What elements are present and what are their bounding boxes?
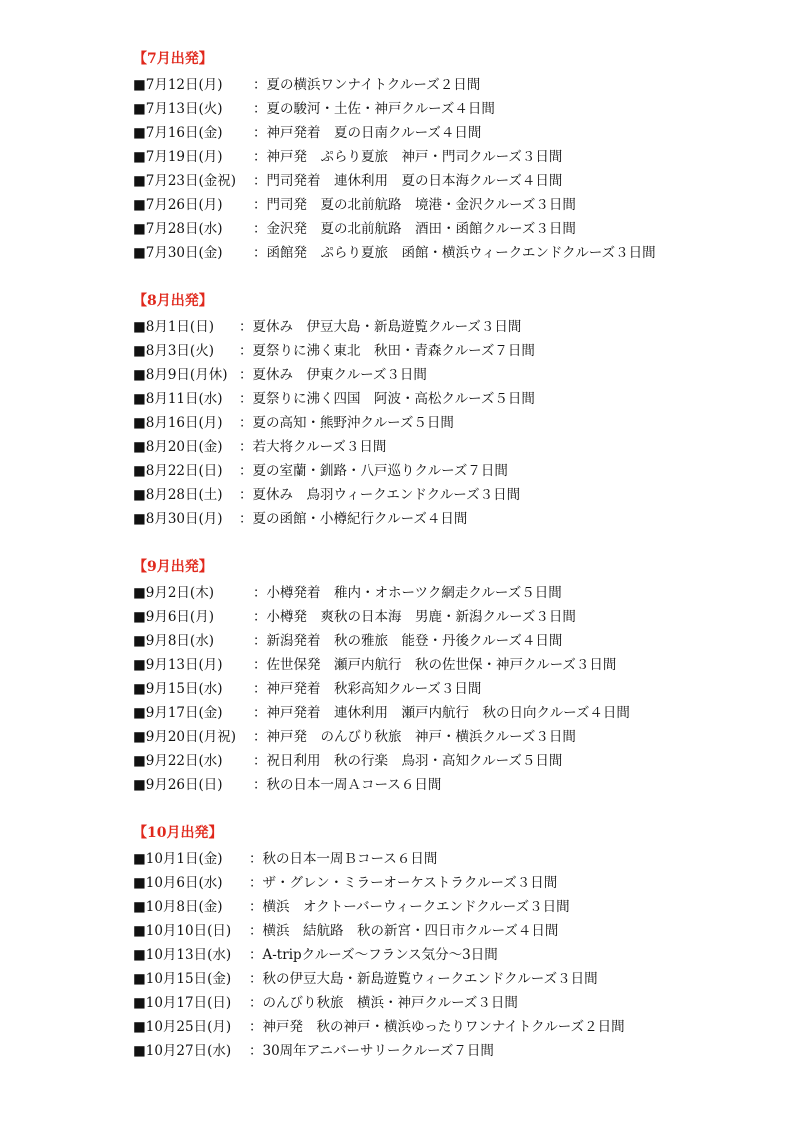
schedule-entry [133, 484, 521, 506]
entry-date: ■7月30日(金) [133, 245, 223, 261]
entry-date: ■10月1日(金) [133, 851, 223, 867]
entry-date: ■8月22日(日) [133, 463, 223, 479]
entry-description: ：門司発着 連休利用 夏の日本海クルーズ４日間 [253, 173, 563, 189]
entry-date: ■10月6日(水) [133, 875, 223, 891]
entry-description: ：夏の函館・小樽紀行クルーズ４日間 [239, 511, 468, 527]
entry-date: ■8月9日(月休) [133, 367, 228, 383]
entry-date: ■7月28日(水) [133, 221, 223, 237]
entry-date: ■8月20日(金) [133, 439, 223, 455]
entry-description: ：夏の高知・熊野沖クルーズ５日間 [239, 415, 454, 431]
schedule-entry [133, 460, 508, 482]
schedule-entry [133, 1016, 625, 1038]
entry-date: ■7月16日(金) [133, 125, 223, 141]
section-heading-october: 【10月出発】 [133, 825, 223, 841]
entry-description: ：若大将クルーズ３日間 [239, 439, 387, 455]
entry-date: ■9月22日(水) [133, 753, 223, 769]
schedule-entry [133, 872, 558, 894]
schedule-entry [133, 316, 522, 338]
entry-date: ■8月1日(日) [133, 319, 214, 335]
entry-date: ■10月17日(日) [133, 995, 232, 1011]
entry-description: ：夏の室蘭・釧路・八戸巡りクルーズ７日間 [239, 463, 508, 479]
entry-description: ：ザ・グレン・ミラーオーケストラクルーズ３日間 [249, 875, 558, 891]
schedule-entry [133, 678, 482, 700]
entry-description: ：神戸発着 夏の日南クルーズ４日間 [253, 125, 482, 141]
entry-description: ：のんびり秋旅 横浜・神戸クルーズ３日間 [249, 995, 518, 1011]
section-heading-september: 【9月出発】 [133, 559, 213, 575]
schedule-entry [133, 968, 598, 990]
entry-date: ■7月26日(月) [133, 197, 223, 213]
entry-description: ：夏祭りに沸く東北 秋田・青森クルーズ７日間 [239, 343, 535, 359]
entry-date: ■8月30日(月) [133, 511, 223, 527]
schedule-entry [133, 606, 576, 628]
schedule-entry [133, 848, 438, 870]
entry-date: ■7月13日(火) [133, 101, 223, 117]
section-heading-july: 【7月出発】 [133, 51, 213, 67]
entry-date: ■9月2日(木) [133, 585, 214, 601]
entry-description: ：新潟発着 秋の雅旅 能登・丹後クルーズ４日間 [253, 633, 563, 649]
entry-description: ：夏休み 鳥羽ウィークエンドクルーズ３日間 [239, 487, 521, 503]
entry-date: ■8月28日(土) [133, 487, 223, 503]
entry-date: ■10月15日(金) [133, 971, 232, 987]
entry-date: ■7月19日(月) [133, 149, 223, 165]
schedule-entry [133, 582, 562, 604]
schedule-entry [133, 74, 481, 96]
entry-description: ：夏祭りに沸く四国 阿波・高松クルーズ５日間 [239, 391, 535, 407]
schedule-entry [133, 340, 535, 362]
entry-date: ■10月13日(水) [133, 947, 232, 963]
schedule-entry [133, 750, 563, 772]
schedule-entry [133, 774, 442, 796]
entry-description: ：夏休み 伊豆大島・新島遊覧クルーズ３日間 [239, 319, 522, 335]
entry-description: ：夏の横浜ワンナイトクルーズ２日間 [253, 77, 481, 93]
entry-date: ■9月17日(金) [133, 705, 223, 721]
schedule-entry [133, 944, 498, 966]
entry-date: ■10月25日(月) [133, 1019, 232, 1035]
schedule-entry [133, 388, 535, 410]
schedule-entry [133, 630, 563, 652]
entry-date: ■8月16日(月) [133, 415, 223, 431]
entry-description: ：神戸発 秋の神戸・横浜ゆったりワンナイトクルーズ２日間 [249, 1019, 625, 1035]
entry-description: ：夏休み 伊東クルーズ３日間 [239, 367, 427, 383]
entry-description: ：金沢発 夏の北前航路 酒田・函館クルーズ３日間 [253, 221, 576, 237]
schedule-entry [133, 242, 656, 264]
entry-date: ■9月26日(日) [133, 777, 223, 793]
schedule-entry [133, 194, 576, 216]
schedule-entry [133, 98, 495, 120]
schedule-entry [133, 896, 570, 918]
schedule-entry [133, 992, 518, 1014]
entry-date: ■9月13日(月) [133, 657, 223, 673]
entry-date: ■8月3日(火) [133, 343, 214, 359]
schedule-entry [133, 364, 427, 386]
entry-description: ：A-tripクルーズ～フランス気分～3日間 [249, 947, 498, 963]
schedule-entry [133, 218, 576, 240]
entry-date: ■9月20日(月祝) [133, 729, 237, 745]
schedule-entry [133, 702, 630, 724]
entry-date: ■9月8日(水) [133, 633, 214, 649]
entry-date: ■8月11日(水) [133, 391, 223, 407]
entry-description: ：秋の伊豆大島・新島遊覧ウィークエンドクルーズ３日間 [249, 971, 598, 987]
schedule-entry [133, 412, 454, 434]
entry-description: ：30周年アニバーサリークルーズ７日間 [249, 1043, 494, 1059]
entry-date: ■7月12日(月) [133, 77, 223, 93]
schedule-entry [133, 1040, 494, 1062]
entry-description: ：秋の日本一周Ｂコース６日間 [249, 851, 438, 867]
section-heading-august: 【8月出発】 [133, 293, 213, 309]
schedule-entry [133, 920, 559, 942]
schedule-entry [133, 726, 576, 748]
schedule-entry [133, 654, 617, 676]
entry-description: ：祝日利用 秋の行楽 鳥羽・高知クルーズ５日間 [253, 753, 563, 769]
entry-description: ：神戸発 ぷらり夏旅 神戸・門司クルーズ３日間 [253, 149, 563, 165]
entry-description: ：小樽発着 稚内・オホーツク網走クルーズ５日間 [253, 585, 562, 601]
schedule-entry [133, 508, 468, 530]
entry-date: ■7月23日(金祝) [133, 173, 237, 189]
entry-description: ：夏の駿河・土佐・神戸クルーズ４日間 [253, 101, 495, 117]
entry-description: ：神戸発 のんびり秋旅 神戸・横浜クルーズ３日間 [253, 729, 576, 745]
entry-description: ：門司発 夏の北前航路 境港・金沢クルーズ３日間 [253, 197, 576, 213]
entry-description: ：秋の日本一周Ａコース６日間 [253, 777, 442, 793]
entry-description: ：横浜 結航路 秋の新宮・四日市クルーズ４日間 [249, 923, 559, 939]
entry-date: ■10月10日(日) [133, 923, 232, 939]
schedule-entry [133, 122, 482, 144]
entry-description: ：神戸発着 秋彩高知クルーズ３日間 [253, 681, 482, 697]
entry-description: ：小樽発 爽秋の日本海 男鹿・新潟クルーズ３日間 [253, 609, 576, 625]
entry-date: ■9月15日(水) [133, 681, 223, 697]
schedule-entry [133, 436, 387, 458]
entry-description: ：函館発 ぷらり夏旅 函館・横浜ウィークエンドクルーズ３日間 [253, 245, 656, 261]
schedule-entry [133, 146, 563, 168]
entry-date: ■10月8日(金) [133, 899, 223, 915]
schedule-entry [133, 170, 563, 192]
entry-date: ■9月6日(月) [133, 609, 214, 625]
entry-description: ：神戸発着 連休利用 瀬戸内航行 秋の日向クルーズ４日間 [253, 705, 630, 721]
entry-description: ：横浜 オクトーバーウィークエンドクルーズ３日間 [249, 899, 570, 915]
entry-description: ：佐世保発 瀬戸内航行 秋の佐世保・神戸クルーズ３日間 [253, 657, 617, 673]
entry-date: ■10月27日(水) [133, 1043, 232, 1059]
